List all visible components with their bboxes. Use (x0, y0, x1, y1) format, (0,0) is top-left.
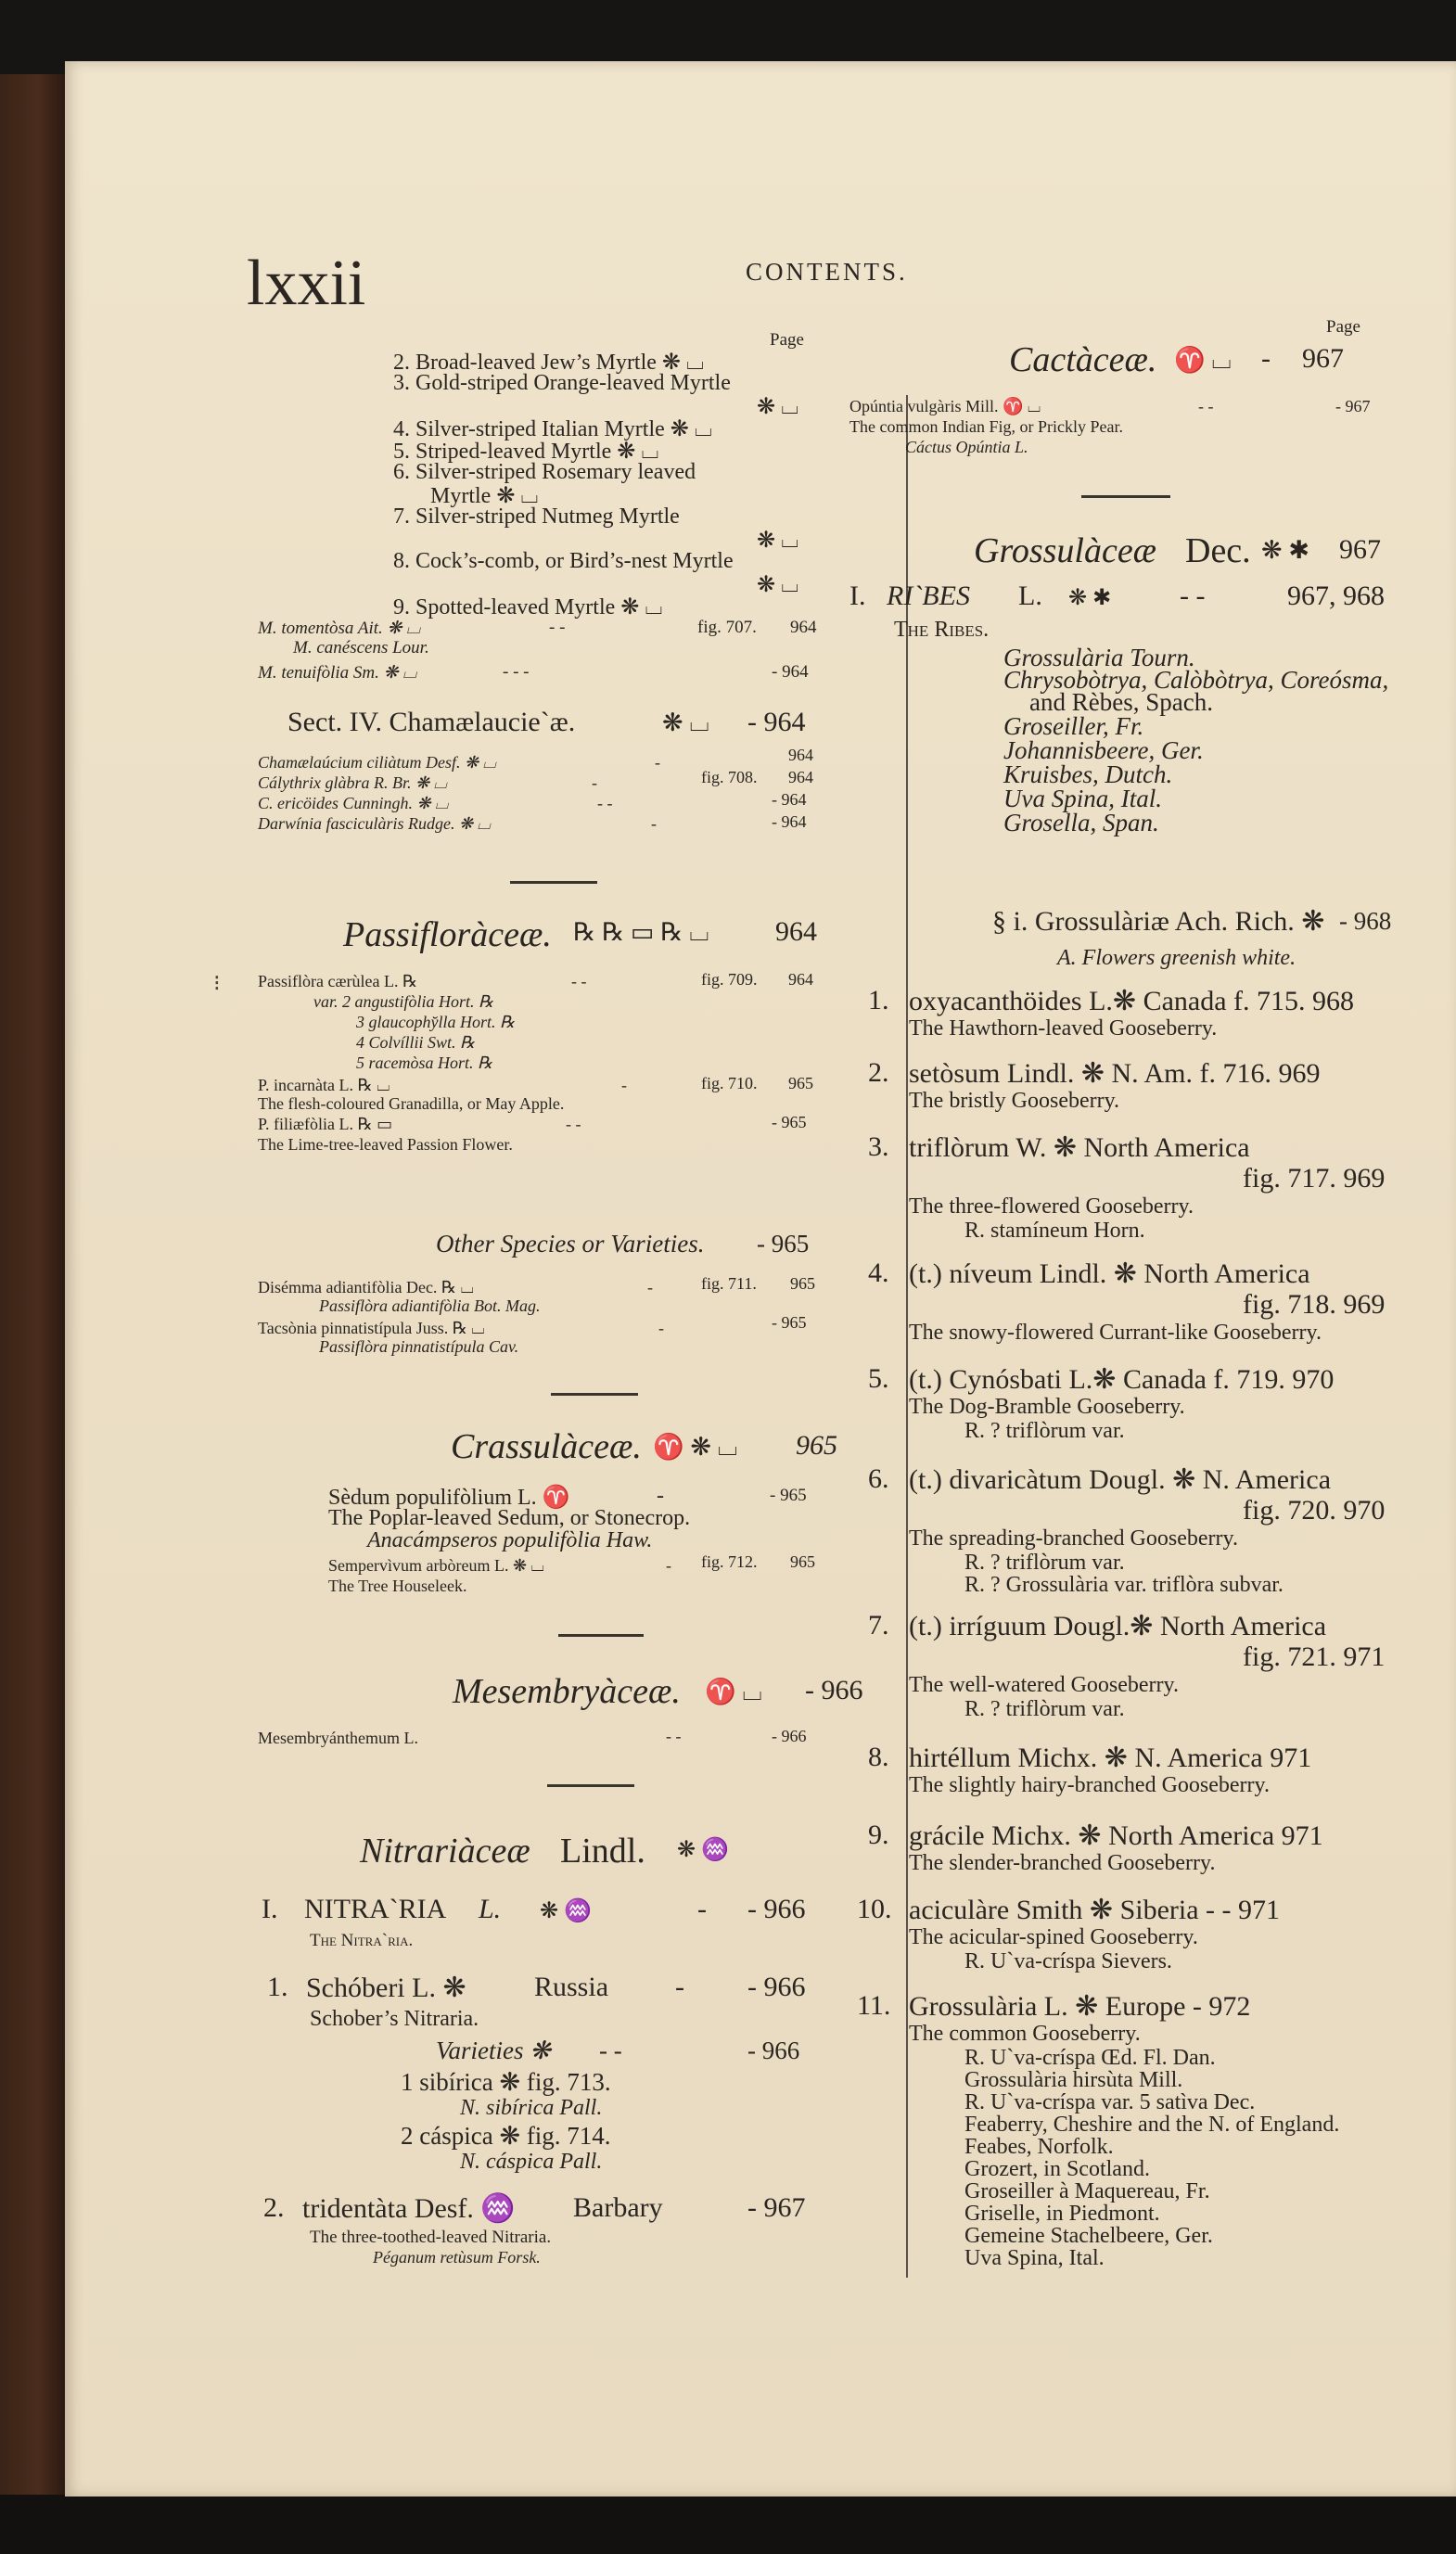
subsection-title: A. Flowers greenish white. (1057, 946, 1296, 970)
page-label-left: Page (770, 330, 804, 350)
common-name: The Dog-Bramble Gooseberry. (909, 1395, 1185, 1419)
genus-common: The Ribes. (894, 618, 990, 642)
leader-dash: - - (1198, 397, 1214, 415)
page-ref: - 966 (805, 1675, 863, 1705)
species-name: Disémma adiantifòlia Dec. ℞ ⌴ (258, 1278, 474, 1296)
order-title: Passifloràceæ. (343, 915, 552, 954)
order-symbols: ℞ ℞ ▭ ℞ ⌴ (573, 918, 709, 946)
page-ref: 964 (788, 970, 813, 989)
leader-dash: - (697, 1894, 707, 1924)
species-name: Chamælaúcium ciliàtum Desf. ❋ ⌴ (258, 753, 496, 772)
species-name: Darwínia fasciculàris Rudge. ❋ ⌴ (258, 814, 491, 833)
synonym: Passiflòra pinnatistípula Cav. (319, 1337, 519, 1356)
page-number: lxxii (247, 248, 366, 319)
order-title: Grossulàceæ (974, 531, 1157, 570)
page-ref: - 966 (747, 1972, 806, 2002)
common-name: The flesh-coloured Granadilla, or May Apple. (258, 1094, 565, 1113)
species-number: 6. (868, 1463, 889, 1494)
running-head: CONTENTS. (746, 258, 908, 286)
leader-dash: - - (597, 794, 613, 812)
common-name: The acicular-spined Gooseberry. (909, 1925, 1198, 1949)
order-title: Mesembryàceæ. (453, 1672, 681, 1711)
leader-dash: - (592, 773, 597, 792)
page-ref: - 966 (772, 1727, 807, 1745)
entry: 3. Gold-striped Orange-leaved Myrtle (393, 371, 731, 395)
species-entry: fig. 720. 970 (1243, 1495, 1386, 1526)
order-symbols: ♈ ⌴ (1174, 346, 1232, 374)
column-rule (906, 395, 908, 2278)
entry: 9. Spotted-leaved Myrtle ❋ ⌴ (393, 595, 663, 619)
synonym: R. ? triflòrum var. (964, 1551, 1125, 1575)
synonym: Johannisbeere, Ger. (1003, 736, 1204, 764)
species-number: 2. (868, 1057, 889, 1088)
entry: ❋ ⌴ (757, 573, 799, 597)
species-name: Passiflòra cærùlea L. ℞ (258, 972, 418, 990)
species-name: Sempervìvum arbòreum L. ❋ ⌴ (328, 1556, 544, 1575)
margin-mark: ⁝ (213, 972, 221, 996)
order-symbols: ♈ ❋ ⌴ (653, 1433, 738, 1461)
species-number: 10. (857, 1894, 892, 1924)
genus-name: NITRA`RIA (304, 1894, 447, 1924)
divider (558, 1634, 644, 1637)
leader-dash: - (655, 753, 660, 772)
page-ref: - 964 (772, 790, 807, 809)
synonym: Uva Spina, Ital. (964, 2246, 1105, 2270)
synonym: N. sibírica Pall. (460, 2096, 603, 2120)
section-title: Sect. IV. Chamælaucie`æ. (287, 707, 576, 737)
entry: ❋ ⌴ (757, 395, 799, 419)
leader-dash: - (657, 1484, 664, 1508)
species-entry: grácile Michx. ❋ North America 971 (909, 1820, 1323, 1851)
species-entry: triflòrum W. ❋ North America (909, 1132, 1250, 1163)
species-entry: (t.) irríguum Dougl.❋ North America (909, 1611, 1327, 1641)
common-name: The slender-branched Gooseberry. (909, 1851, 1216, 1875)
genus-common: The Nitra`ria. (310, 1931, 414, 1950)
page-ref: - 964 (772, 662, 809, 682)
synonym: R. U`va-críspa Sievers. (964, 1949, 1172, 1973)
order-symbols: ♈ ⌴ (705, 1678, 762, 1705)
species-name: Sèdum populifòlium L. ♈ (328, 1486, 570, 1510)
region: Barbary (573, 2192, 663, 2223)
species-number: 3. (868, 1131, 889, 1162)
common-name: Schober’s Nitraria. (310, 2007, 479, 2031)
order-symbols: ❋ ✱ (1261, 536, 1309, 564)
synonym: Uva Spina, Ital. (1003, 785, 1162, 812)
page-ref: 965 (790, 1274, 815, 1293)
synonym: and Rèbes, Spach. (1029, 688, 1213, 716)
entry: Myrtle ❋ ⌴ (430, 484, 539, 508)
genus-symbols: ❋ ✱ (1068, 586, 1112, 610)
leader-dash: - - - (503, 662, 530, 682)
species-entry: oxyacanthöides L.❋ Canada f. 715. 968 (909, 986, 1355, 1016)
species-entry: setòsum Lindl. ❋ N. Am. f. 716. 969 (909, 1058, 1321, 1089)
page-ref: - 965 (772, 1313, 807, 1332)
page-ref: - 965 (772, 1113, 807, 1131)
synonym: Passiflòra adiantifòlia Bot. Mag. (319, 1296, 541, 1315)
species-entry: fig. 718. 969 (1243, 1289, 1386, 1320)
leader-dash: - (658, 1319, 664, 1337)
synonym: Groseiller à Maquereau, Fr. (964, 2179, 1210, 2203)
synonym: R. stamíneum Horn. (964, 1219, 1145, 1243)
species-name: Tacsònia pinnatistípula Juss. ℞ ⌴ (258, 1319, 485, 1337)
common-name: The Hawthorn-leaved Gooseberry. (909, 1016, 1218, 1041)
synonym: Grossulària hirsùta Mill. (964, 2068, 1183, 2092)
species-number: 1. (267, 1972, 288, 2002)
leader-dash: - - (1180, 581, 1206, 611)
synonym: Groseiller, Fr. (1003, 712, 1144, 740)
species-entry: (t.) níveum Lindl. ❋ North America (909, 1258, 1310, 1289)
divider (551, 1393, 638, 1396)
common-name: The Lime-tree-leaved Passion Flower. (258, 1135, 513, 1154)
species-name: M. tomentòsa Ait. ❋ ⌴ (258, 619, 421, 638)
species-name: Opúntia vulgàris Mill. ♈ ⌴ (849, 397, 1041, 415)
species-number: 5. (868, 1363, 889, 1394)
order-author: Dec. (1185, 531, 1251, 570)
genus-number: I. (262, 1894, 278, 1924)
page-ref: 965 (790, 1552, 815, 1571)
page-ref: 964 (788, 746, 813, 764)
divider (1081, 495, 1170, 498)
page-ref: 964 (788, 768, 813, 786)
synonym: R. ? triflòrum var. (964, 1697, 1125, 1721)
synonym: Gemeine Stachelbeere, Ger. (964, 2224, 1213, 2248)
species-name: P. filiæfòlia L. ℞ ▭ (258, 1115, 393, 1133)
species-number: 11. (857, 1990, 891, 2021)
species-name: Cálythrix glàbra R. Br. ❋ ⌴ (258, 773, 447, 792)
synonym: R. U`va-críspa Œd. Fl. Dan. (964, 2046, 1216, 2070)
leader-dash: - (651, 814, 657, 833)
figure-ref: fig. 707. (697, 618, 757, 637)
variety: 3 glaucophy̆lla Hort. ℞ (356, 1013, 516, 1031)
leader-dash: - (1261, 343, 1271, 374)
book-page (65, 61, 1456, 2497)
species-name: Mesembryánthemum L. (258, 1729, 418, 1747)
section-symbols: ❋ ⌴ (662, 709, 709, 736)
entry: 8. Cock’s-comb, or Bird’s-nest Myrtle (393, 549, 734, 573)
synonym: Anacámpseros populifòlia Haw. (367, 1528, 653, 1552)
divider (547, 1784, 634, 1787)
species-number: 2. (263, 2192, 285, 2223)
leader-dash: - - (571, 972, 587, 990)
species-entry: fig. 717. 969 (1243, 1163, 1386, 1194)
common-name: The snowy-flowered Currant-like Gooseberry. (909, 1321, 1322, 1345)
leader-dash: - (675, 1972, 684, 2002)
variety: 2 cáspica ❋ fig. 714. (401, 2122, 611, 2150)
common-name: The slightly hairy-branched Gooseberry. (909, 1773, 1270, 1797)
section-title: § i. Grossulàriæ Ach. Rich. ❋ (992, 906, 1325, 937)
synonym: M. canéscens Lour. (293, 638, 429, 658)
species-name: P. incarnàta L. ℞ ⌴ (258, 1076, 390, 1094)
order-title: Cactàceæ. (1009, 340, 1157, 379)
leader-dash: - (621, 1076, 627, 1094)
common-name: The Tree Houseleek. (328, 1577, 467, 1595)
species-number: 8. (868, 1742, 889, 1772)
species-number: 1. (868, 985, 889, 1015)
synonym: R. ? triflòrum var. (964, 1419, 1125, 1443)
species-name: Schóberi L. ❋ (306, 1973, 466, 2003)
page-ref: - 967 (747, 2192, 806, 2223)
genus-name: RI`BES (887, 581, 970, 611)
order-title: Crassulàceæ. (451, 1427, 642, 1466)
species-entry: hirtéllum Michx. ❋ N. America 971 (909, 1743, 1312, 1773)
page-ref: - 965 (757, 1230, 810, 1258)
synonym: Grosella, Span. (1003, 809, 1159, 836)
page-ref: - 964 (747, 707, 806, 737)
common-name: The spreading-branched Gooseberry. (909, 1526, 1238, 1551)
leader-dash: - - (599, 2037, 622, 2064)
common-name: The Poplar-leaved Sedum, or Stonecrop. (328, 1506, 691, 1530)
figure-ref: fig. 709. (701, 970, 758, 989)
species-number: 7. (868, 1610, 889, 1641)
figure-ref: fig. 712. (701, 1552, 758, 1571)
page-ref: - 966 (747, 2037, 800, 2064)
page-ref: 967 (1339, 534, 1381, 565)
subsection-title: Varieties ❋ (436, 2037, 551, 2064)
species-name: tridentàta Desf. ♒ (302, 2193, 516, 2224)
synonym: Feaberry, Cheshire and the N. of England. (964, 2113, 1340, 2137)
species-name: C. ericöides Cunningh. ❋ ⌴ (258, 794, 449, 812)
synonym: Feabes, Norfolk. (964, 2135, 1114, 2159)
synonym: R. ? Grossulària var. triflòra subvar. (964, 1573, 1284, 1597)
page-ref: 964 (775, 916, 817, 947)
page-ref: - 964 (772, 812, 807, 831)
region: Russia (534, 1972, 609, 2002)
leader-dash: - - (549, 618, 566, 637)
species-entry: (t.) Cynósbati L.❋ Canada f. 719. 970 (909, 1364, 1335, 1395)
synonym: R. U`va-críspa var. 5 satìva Dec. (964, 2090, 1256, 2114)
variety: 5 racemòsa Hort. ℞ (356, 1054, 493, 1072)
species-entry: (t.) divaricàtum Dougl. ❋ N. America (909, 1464, 1332, 1495)
common-name: The well-watered Gooseberry. (909, 1673, 1179, 1697)
synonym: Grozert, in Scotland. (964, 2157, 1150, 2181)
synonym: Cáctus Opúntia L. (905, 438, 1028, 456)
leader-dash: - (647, 1278, 653, 1296)
leader-dash: - - (566, 1115, 581, 1133)
divider (510, 881, 597, 884)
subsection-title: Other Species or Varieties. (436, 1230, 705, 1258)
common-name: The three-toothed-leaved Nitraria. (310, 2228, 552, 2247)
leader-dash: - (666, 1556, 671, 1575)
page-ref: 964 (790, 618, 817, 637)
synonym: Chrysobòtrya, Calòbòtrya, Coreósma, (1003, 666, 1389, 694)
scan-bottom-border (0, 2495, 1456, 2554)
page-ref: - 965 (770, 1486, 807, 1505)
species-name: M. tenuifòlia Sm. ❋ ⌴ (258, 663, 417, 683)
synonym: Griselle, in Piedmont. (964, 2202, 1160, 2226)
page-ref: - 967 (1335, 397, 1371, 415)
page-ref: 967 (1302, 343, 1344, 374)
figure-ref: fig. 711. (701, 1274, 757, 1293)
species-entry: Grossulària L. ❋ Europe - 972 (909, 1991, 1251, 2022)
page-ref: 965 (796, 1430, 837, 1461)
synonym: Péganum retùsum Forsk. (373, 2248, 541, 2267)
variety: 1 sibírica ❋ fig. 713. (401, 2068, 611, 2096)
variety: var. 2 angustifòlia Hort. ℞ (313, 992, 494, 1011)
order-symbols: ❋ ♒ (677, 1838, 729, 1862)
page-label-right: Page (1326, 317, 1360, 337)
entry: 6. Silver-striped Rosemary leaved (393, 460, 696, 484)
species-number: 9. (868, 1820, 889, 1850)
figure-ref: fig. 708. (701, 768, 758, 786)
page-ref: 965 (788, 1074, 813, 1092)
entry: 4. Silver-striped Italian Myrtle ❋ ⌴ (393, 417, 713, 441)
synonym: Kruisbes, Dutch. (1003, 760, 1173, 788)
order-author: Lindl. (560, 1832, 645, 1871)
species-entry: aciculàre Smith ❋ Siberia - - 971 (909, 1895, 1281, 1925)
genus-number: I. (849, 581, 866, 611)
species-entry: fig. 721. 971 (1243, 1641, 1386, 1672)
figure-ref: fig. 710. (701, 1074, 758, 1092)
entry: ❋ ⌴ (757, 529, 799, 553)
species-number: 4. (868, 1258, 889, 1288)
synonym: Grossulària Tourn. (1003, 644, 1195, 671)
entry: 7. Silver-striped Nutmeg Myrtle (393, 504, 680, 529)
genus-author: L. (1018, 581, 1042, 611)
common-name: The common Indian Fig, or Prickly Pear. (849, 417, 1123, 436)
common-name: The common Gooseberry. (909, 2022, 1141, 2046)
entry: 2. Broad-leaved Jew’s Myrtle ❋ ⌴ (393, 351, 705, 375)
book-spine (0, 74, 65, 2504)
page-ref: 967, 968 (1287, 581, 1385, 611)
genus-author: L. (479, 1894, 502, 1924)
order-title: Nitrariàceæ (360, 1832, 530, 1871)
leader-dash: - - (666, 1727, 682, 1745)
page-ref: - 966 (747, 1894, 806, 1924)
synonym: N. cáspica Pall. (460, 2150, 603, 2174)
variety: 4 Colvíllii Swt. ℞ (356, 1033, 476, 1052)
common-name: The bristly Gooseberry. (909, 1089, 1120, 1113)
genus-symbols: ❋ ♒ (540, 1899, 592, 1923)
entry: 5. Striped-leaved Myrtle ❋ ⌴ (393, 440, 659, 464)
common-name: The three-flowered Gooseberry. (909, 1194, 1194, 1219)
page-ref: - 968 (1339, 907, 1392, 935)
